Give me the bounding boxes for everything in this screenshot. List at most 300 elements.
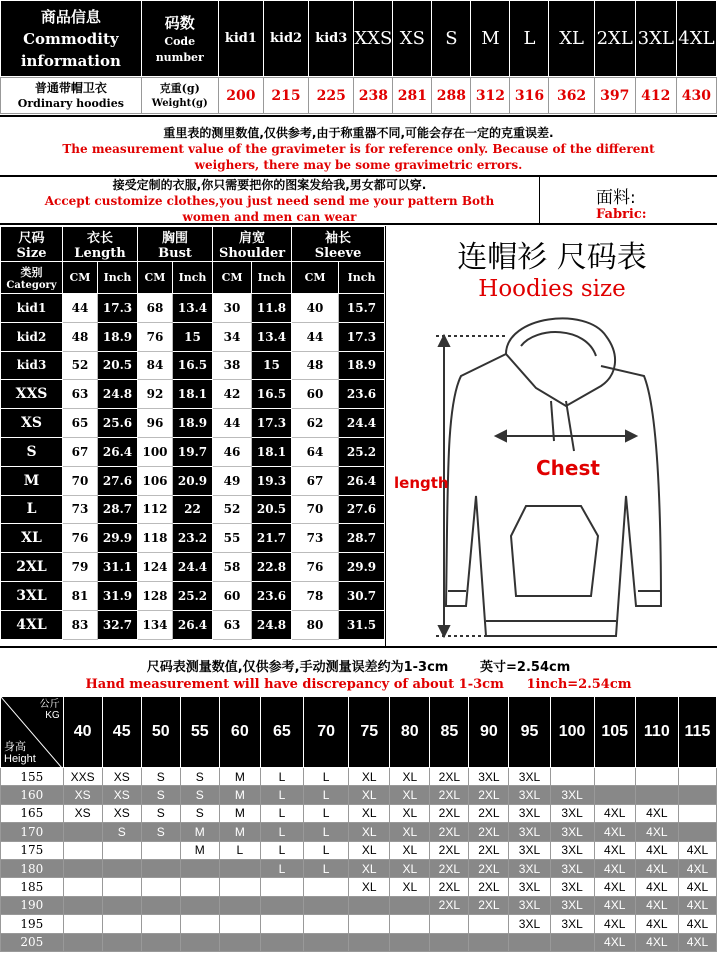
weight-header: 85	[430, 697, 469, 768]
code-en2: number	[155, 50, 204, 64]
weight-value: 430	[676, 78, 716, 114]
height-row	[1, 915, 717, 933]
weight-value: 362	[549, 78, 594, 114]
recommended-size: 3XL	[550, 859, 594, 877]
inch-value: 13.4	[252, 322, 292, 351]
height-row	[1, 786, 717, 804]
recommended-size	[430, 915, 469, 933]
weight-value: 238	[354, 78, 393, 114]
recommended-size	[63, 933, 102, 951]
recommended-size: 3XL	[550, 915, 594, 933]
recommended-size	[102, 841, 141, 859]
recommended-size	[102, 915, 141, 933]
commodity-en2: information	[20, 51, 121, 70]
inch-value: 16.5	[173, 351, 213, 380]
weight-en: Weight(g)	[151, 97, 208, 109]
recommended-size: XS	[102, 786, 141, 804]
corner-kg-cn: 公斤	[39, 699, 60, 710]
recommended-size: S	[141, 823, 180, 841]
recommended-size: XL	[390, 859, 430, 877]
recommended-size	[260, 896, 303, 914]
recommended-size: 4XL	[594, 896, 635, 914]
size-header: XS	[393, 1, 432, 77]
recommended-size: 3XL	[509, 823, 550, 841]
product-en: Ordinary hoodies	[17, 96, 124, 110]
cm-value: 58	[213, 553, 252, 582]
recommended-size	[63, 859, 102, 877]
height-label: 155	[1, 768, 64, 786]
inch-value: 18.9	[339, 351, 385, 380]
inch-value: 23.6	[339, 380, 385, 409]
recommended-size	[594, 768, 635, 786]
cm-value: 78	[292, 581, 339, 610]
corner-h-en: Height	[4, 753, 36, 765]
cm-value: 44	[292, 322, 339, 351]
cm-value: 80	[292, 610, 339, 639]
cm-value: 34	[213, 322, 252, 351]
inch-value: 27.6	[339, 495, 385, 524]
inch-value: 26.4	[98, 437, 138, 466]
inch-value: 11.8	[252, 294, 292, 323]
recommended-size: 4XL	[594, 878, 635, 896]
recommended-size	[180, 878, 219, 896]
size-header: XL	[549, 1, 594, 77]
cm-value: 106	[138, 466, 173, 495]
recommended-size: 4XL	[635, 804, 678, 822]
recommended-size: XL	[349, 823, 390, 841]
cm-value: 67	[292, 466, 339, 495]
size-row	[1, 581, 385, 610]
recommended-size	[180, 933, 219, 951]
recommended-size: 3XL	[509, 878, 550, 896]
recommended-size	[63, 915, 102, 933]
category-cn: 类别	[20, 266, 43, 279]
recommended-size: XL	[390, 804, 430, 822]
recommended-size: L	[260, 841, 303, 859]
fabric-cn: 面料:	[596, 188, 636, 208]
recommended-size: 2XL	[430, 878, 469, 896]
inch-value: 32.7	[98, 610, 138, 639]
inch-value: 26.4	[173, 610, 213, 639]
inch-value: 28.7	[339, 524, 385, 553]
bust-en: Bust	[158, 246, 192, 261]
cm-value: 70	[63, 466, 98, 495]
recommended-size	[349, 915, 390, 933]
custom-notice	[0, 177, 717, 225]
size-col-header	[1, 227, 63, 262]
recommended-size: 3XL	[509, 768, 550, 786]
size-row	[1, 294, 385, 323]
corner-h-cn: 身高	[4, 741, 26, 753]
recommended-size	[180, 859, 219, 877]
recommended-size	[141, 933, 180, 951]
inch-value: 15.7	[339, 294, 385, 323]
height-row	[1, 933, 717, 951]
recommended-size: L	[304, 823, 349, 841]
size-row	[1, 553, 385, 582]
recommended-size	[219, 896, 260, 914]
size-label: 3XL	[1, 581, 63, 610]
recommended-size	[141, 915, 180, 933]
height-row	[1, 804, 717, 822]
unit-inch: Inch	[98, 262, 138, 294]
recommended-size	[390, 933, 430, 951]
notice1-cn: 重里表的测里数值,仅供参考,由于称重器不同,可能会存在一定的克重误差.	[163, 126, 554, 140]
inch-value: 20.5	[98, 351, 138, 380]
inch-value: 24.4	[173, 553, 213, 582]
custom-text	[0, 177, 540, 223]
recommended-size: L	[304, 859, 349, 877]
cm-value: 60	[213, 581, 252, 610]
height-label: 195	[1, 915, 64, 933]
weight-value: 200	[218, 78, 263, 114]
size-header: 4XL	[676, 1, 716, 77]
unit-cm: CM	[138, 262, 173, 294]
cm-value: 134	[138, 610, 173, 639]
recommended-size: 4XL	[678, 841, 716, 859]
recommended-size: 3XL	[550, 823, 594, 841]
weight-value: 412	[635, 78, 676, 114]
weight-header: 90	[469, 697, 509, 768]
cm-value: 92	[138, 380, 173, 409]
recommended-size: 3XL	[550, 804, 594, 822]
recommended-size: 4XL	[635, 823, 678, 841]
recommended-size: 4XL	[594, 823, 635, 841]
weight-header: 45	[102, 697, 141, 768]
recommended-size: XS	[63, 786, 102, 804]
recommended-size: XS	[63, 804, 102, 822]
recommended-size: 4XL	[635, 859, 678, 877]
recommended-size	[63, 841, 102, 859]
recommended-size: S	[180, 768, 219, 786]
size-row	[1, 380, 385, 409]
unit-cm: CM	[63, 262, 98, 294]
size-header: kid2	[263, 1, 308, 77]
recommended-size	[430, 933, 469, 951]
recommended-size	[635, 786, 678, 804]
weight-header: 95	[509, 697, 550, 768]
recommended-size: 2XL	[469, 878, 509, 896]
size-label: kid2	[1, 322, 63, 351]
recommended-size: XL	[390, 768, 430, 786]
commodity-cn: 商品信息	[40, 7, 101, 26]
recommended-size: 4XL	[635, 896, 678, 914]
inch-value: 15	[252, 351, 292, 380]
recommended-size: 3XL	[509, 915, 550, 933]
weight-header: 50	[141, 697, 180, 768]
commodity-header	[1, 1, 142, 77]
sleeve-cn: 袖长	[325, 231, 352, 246]
recommended-size: XS	[102, 804, 141, 822]
recommended-size: XL	[349, 786, 390, 804]
recommended-size: XL	[349, 768, 390, 786]
shoulder-header	[213, 227, 292, 262]
cm-value: 38	[213, 351, 252, 380]
bust-header	[138, 227, 213, 262]
recommended-size	[390, 915, 430, 933]
recommended-size: S	[141, 786, 180, 804]
weight-table	[0, 77, 717, 114]
weight-value: 215	[263, 78, 308, 114]
cm-value: 118	[138, 524, 173, 553]
height-label: 180	[1, 859, 64, 877]
size-row	[1, 322, 385, 351]
size-cn: 尺码	[18, 231, 45, 246]
notice2-en1: Accept customize clothes,you just need send me your pattern Both	[44, 194, 495, 208]
inch-value: 25.2	[173, 581, 213, 610]
inch-value: 26.4	[339, 466, 385, 495]
weight-value: 225	[309, 78, 354, 114]
recommended-size	[141, 841, 180, 859]
recommended-size: M	[180, 823, 219, 841]
recommended-size: M	[219, 823, 260, 841]
weight-value: 397	[594, 78, 635, 114]
cm-value: 30	[213, 294, 252, 323]
recommended-size: 4XL	[678, 915, 716, 933]
product-name	[1, 78, 142, 114]
recommended-size	[219, 878, 260, 896]
cm-value: 73	[63, 495, 98, 524]
recommended-size	[141, 896, 180, 914]
recommended-size: L	[260, 786, 303, 804]
recommended-size: 4XL	[635, 915, 678, 933]
recommended-size: L	[304, 786, 349, 804]
inch-value: 31.9	[98, 581, 138, 610]
category-header	[1, 262, 63, 294]
inch-value: 17.3	[252, 409, 292, 438]
recommended-size: 3XL	[550, 841, 594, 859]
recommended-size: M	[180, 841, 219, 859]
recommended-size: 4XL	[678, 896, 716, 914]
notice3-en1: Hand measurement will have discrepancy of about 1-3cm	[85, 677, 504, 692]
recommended-size: L	[260, 859, 303, 877]
weight-value: 312	[471, 78, 510, 114]
inch-value: 29.9	[339, 553, 385, 582]
recommended-size: 2XL	[430, 841, 469, 859]
recommended-size: XL	[349, 804, 390, 822]
size-row	[1, 437, 385, 466]
cm-value: 40	[292, 294, 339, 323]
inch-value: 21.7	[252, 524, 292, 553]
recommended-size: 2XL	[430, 768, 469, 786]
diagram-title-cn: 连帽衫 尺码表	[457, 240, 647, 275]
recommended-size: 2XL	[430, 859, 469, 877]
inch-value: 31.1	[98, 553, 138, 582]
fabric-en: Fabric:	[596, 207, 647, 222]
cm-value: 62	[292, 409, 339, 438]
recommended-size: XL	[390, 823, 430, 841]
notice1-en1: The measurement value of the gravimeter is for reference only. Because of the different	[62, 142, 655, 156]
inch-value: 25.6	[98, 409, 138, 438]
weight-header: 55	[180, 697, 219, 768]
cm-value: 79	[63, 553, 98, 582]
category-en: Category	[6, 280, 57, 291]
recommended-size: 2XL	[469, 804, 509, 822]
recommended-size	[550, 768, 594, 786]
notice3-cn1: 尺码表测量数值,仅供参考,手动测量误差约为1-3cm	[146, 660, 449, 675]
weight-cn: 克重(g)	[159, 81, 200, 95]
size-header: S	[432, 1, 471, 77]
weight-label	[141, 78, 218, 114]
height-row	[1, 841, 717, 859]
weight-header: 80	[390, 697, 430, 768]
cm-value: 100	[138, 437, 173, 466]
recommended-size: 2XL	[469, 896, 509, 914]
length-label: length	[394, 474, 449, 492]
unit-cm: CM	[292, 262, 339, 294]
weight-header: 60	[219, 697, 260, 768]
unit-inch: Inch	[173, 262, 213, 294]
recommended-size: 3XL	[550, 878, 594, 896]
inch-value: 24.8	[252, 610, 292, 639]
cm-value: 64	[292, 437, 339, 466]
weight-header: 40	[63, 697, 102, 768]
recommended-size	[63, 823, 102, 841]
hand-measure-notice	[0, 646, 717, 696]
cm-value: 68	[138, 294, 173, 323]
recommended-size: 4XL	[594, 933, 635, 951]
cm-value: 42	[213, 380, 252, 409]
recommended-size: 4XL	[635, 878, 678, 896]
sleeve-header	[292, 227, 385, 262]
recommended-size	[469, 915, 509, 933]
recommended-size	[102, 933, 141, 951]
inch-value: 28.7	[98, 495, 138, 524]
cm-value: 52	[63, 351, 98, 380]
recommended-size: 4XL	[594, 859, 635, 877]
cm-value: 128	[138, 581, 173, 610]
recommended-size: XL	[390, 841, 430, 859]
inch-value: 23.2	[173, 524, 213, 553]
recommended-size: 3XL	[509, 841, 550, 859]
code-en1: Code	[164, 34, 196, 48]
notice1-en2: weighers, there may be some gravimetric errors.	[194, 158, 523, 172]
inch-value: 19.3	[252, 466, 292, 495]
recommended-size: L	[304, 804, 349, 822]
size-label: 4XL	[1, 610, 63, 639]
length-cn: 衣长	[87, 231, 114, 246]
recommended-size	[180, 896, 219, 914]
code-header	[141, 1, 218, 77]
cm-value: 44	[213, 409, 252, 438]
notice2-en2: women and men can wear	[182, 210, 357, 224]
size-row	[1, 351, 385, 380]
height-label: 185	[1, 878, 64, 896]
recommended-size: 4XL	[594, 915, 635, 933]
cm-value: 70	[292, 495, 339, 524]
recommended-size	[349, 896, 390, 914]
recommended-size	[678, 823, 716, 841]
cm-value: 63	[63, 380, 98, 409]
cm-value: 112	[138, 495, 173, 524]
height-row	[1, 768, 717, 786]
inch-value: 18.9	[173, 409, 213, 438]
header-table	[0, 0, 717, 77]
recommended-size: XL	[390, 786, 430, 804]
cm-value: 81	[63, 581, 98, 610]
size-label: kid1	[1, 294, 63, 323]
recommended-size: XL	[349, 878, 390, 896]
inch-value: 17.3	[98, 294, 138, 323]
inch-value: 22	[173, 495, 213, 524]
inch-value: 18.1	[173, 380, 213, 409]
inch-value: 27.6	[98, 466, 138, 495]
cm-value: 52	[213, 495, 252, 524]
recommended-size	[678, 786, 716, 804]
size-row	[1, 466, 385, 495]
inch-value: 23.6	[252, 581, 292, 610]
recommended-size	[594, 786, 635, 804]
shoulder-en: Shoulder	[218, 246, 286, 261]
inch-value: 24.8	[98, 380, 138, 409]
height-weight-table	[0, 696, 717, 952]
recommended-size: XS	[102, 768, 141, 786]
recommended-size	[63, 878, 102, 896]
inch-value: 13.4	[173, 294, 213, 323]
recommended-size	[304, 896, 349, 914]
sleeve-en: Sleeve	[314, 246, 362, 261]
weight-value: 288	[432, 78, 471, 114]
recommended-size: XL	[349, 859, 390, 877]
inch-value: 20.9	[173, 466, 213, 495]
recommended-size	[63, 896, 102, 914]
inch-value: 18.1	[252, 437, 292, 466]
weight-header: 70	[304, 697, 349, 768]
recommended-size: L	[304, 841, 349, 859]
hw-corner	[1, 697, 64, 768]
recommended-size: 3XL	[509, 896, 550, 914]
size-label: L	[1, 495, 63, 524]
recommended-size: 4XL	[678, 933, 716, 951]
height-row	[1, 859, 717, 877]
inch-value: 20.5	[252, 495, 292, 524]
cm-value: 65	[63, 409, 98, 438]
recommended-size: 2XL	[430, 786, 469, 804]
recommended-size	[141, 859, 180, 877]
recommended-size: S	[141, 804, 180, 822]
unit-inch: Inch	[252, 262, 292, 294]
unit-cm: CM	[213, 262, 252, 294]
size-table	[0, 226, 385, 640]
recommended-size: XXS	[63, 768, 102, 786]
size-label: 2XL	[1, 553, 63, 582]
size-row	[1, 610, 385, 639]
size-label: XS	[1, 409, 63, 438]
size-row	[1, 495, 385, 524]
recommended-size	[349, 933, 390, 951]
recommended-size: 2XL	[430, 823, 469, 841]
length-header	[63, 227, 138, 262]
inch-value: 30.7	[339, 581, 385, 610]
size-header: M	[471, 1, 510, 77]
size-row	[1, 524, 385, 553]
inch-value: 22.8	[252, 553, 292, 582]
size-label: XL	[1, 524, 63, 553]
corner-kg-en: KG	[45, 710, 60, 721]
height-row	[1, 896, 717, 914]
recommended-size	[304, 878, 349, 896]
recommended-size	[260, 878, 303, 896]
weight-header: 110	[635, 697, 678, 768]
recommended-size	[509, 933, 550, 951]
size-row	[1, 409, 385, 438]
recommended-size	[141, 878, 180, 896]
recommended-size: M	[219, 768, 260, 786]
recommended-size	[180, 915, 219, 933]
recommended-size	[102, 896, 141, 914]
recommended-size	[219, 915, 260, 933]
cm-value: 60	[292, 380, 339, 409]
